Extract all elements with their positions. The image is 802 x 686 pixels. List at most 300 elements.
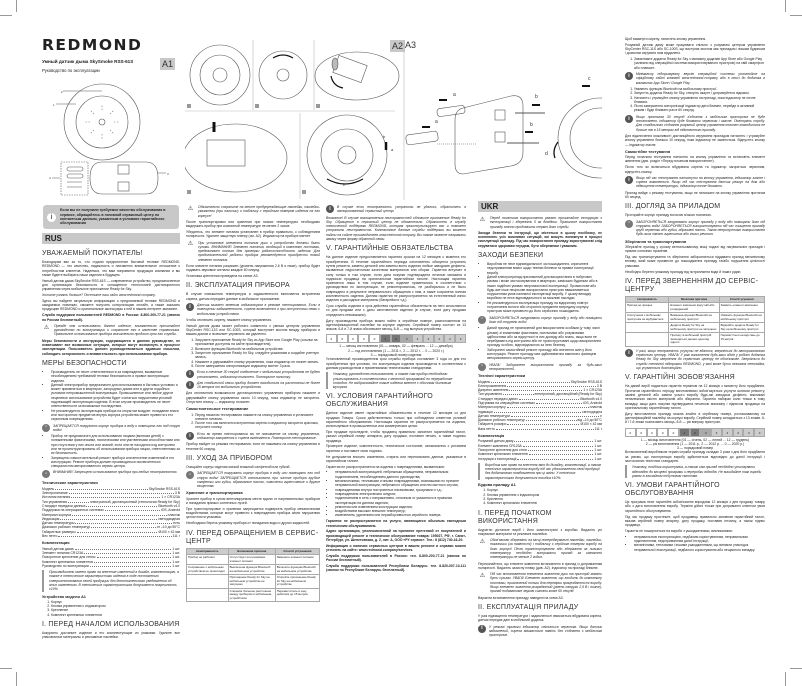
list-item: • неправильной эксплуатацией, небрежным обращением, неправильным подключением, несоблюдением данного руководства; xyxy=(335,470,466,479)
brand-logo: REDMOND xyxy=(42,36,143,54)
bold-paragraph: Информация о наличии сервисных центров в вашем регионе и справки можно уточнить на сайте: www.redmond.company/services. xyxy=(326,543,466,552)
spec-value: 1 шт. xyxy=(172,563,180,568)
spec-value: 1 шт. xyxy=(172,555,180,560)
list-item: • Даний електроприлад призначений для використання в побутових умовах і може застосовуватися в квартирах, заміських будинках або в інших подібних умовах непромислової експлуатації. Промислове або будь-яке інше нецільове використання пристрою вважатиметься порушенням умов належної експлуатації виробу. У цьому випадку виробник не несе відповідальності за можливі наслідки. xyxy=(487,275,602,301)
paragraph: Установленный производителем срок службы прибора составляет 3 года со дня его приобретения при условии, что эксплуатация изделия производится в соответствии с данным руководством и применимыми техническими стандартами. xyxy=(326,357,466,370)
spec-value: 1 шт. xyxy=(594,447,602,452)
column-ukr-2 xyxy=(625,37,765,637)
dot-leader xyxy=(507,384,596,387)
spec-value: 111 г xyxy=(172,534,180,539)
crop-mark xyxy=(0,15,12,16)
italic-paragraph: Внимание! В случае возникновения неисправностей обновите приложение Ready for Sky. Обращение в сервисный центр не обязательно. Обратитесь в службу технической поддержки REDMOND, которая проконсультирует вас и поможет устранить неисправность. Контактные данные службы поддержки вы можете найти на сайте производителя www.redmond.company. Вы также можете направить заявку через форму обратной связи. xyxy=(326,215,466,242)
note-text: В случае если неисправность устранить не удалось, обратитесь в авторизованный сервисный центр. xyxy=(337,205,466,214)
list-item: 5. После завершения синхронизации индикатор мигнет 3 раза. xyxy=(195,364,320,368)
table-header: Способ устранения xyxy=(275,548,319,555)
column-rus-3 xyxy=(326,203,466,648)
note-text: Якщо під час тестування натиснути на кнопку управління, індикатор згасне і сирена вимкнеться. Якщо під час тестування датчик реагує на дим або підвищення температури, індикатор почне блимати. xyxy=(636,175,765,189)
table-cell: Прибор не работает xyxy=(187,555,229,565)
spec-label: Материал корпуса xyxy=(42,512,72,517)
paragraph: Чтобы отключить сирену, нажмите кнопку управления. xyxy=(186,317,272,322)
table-cell: Сполучення з мобільним пристроєм не відбувається xyxy=(626,313,669,323)
spec-value: світлодіодна xyxy=(582,409,602,414)
warning-note xyxy=(186,205,320,218)
table-cell xyxy=(626,333,669,347)
spec-label: Комплект кріпильних елементів xyxy=(478,452,528,457)
table-header: Спосіб усунення xyxy=(719,296,764,303)
serial-digit-cell: 0 xyxy=(358,334,369,343)
spec-value: электронный, дистанционный (технология Ready for Sky) xyxy=(90,499,180,504)
section-heading: V. ГАРАНТИЙНЫЕ ОБЯЗАТЕЛЬСТВА xyxy=(326,245,454,253)
subsection-heading: Будова приладу A1 xyxy=(478,482,516,488)
prohibition-note xyxy=(42,424,180,433)
table-header: Можлива причина xyxy=(669,296,719,303)
list-item: 4. Комплект крепежных элементов xyxy=(51,613,180,617)
paragraph: Проверьте изделие, комплектность, техническое состояние, ознакомьтесь с условием гарантии и поставьте свою подпись. xyxy=(326,444,466,453)
serial-digit-cell: 0 xyxy=(369,334,380,343)
subsection-heading: Технические характеристики xyxy=(42,480,98,486)
bold-paragraph: Служба поддержки пользователей в России: тел. 8-800-200-77-21 (звонок по России бесплатный). xyxy=(326,553,466,563)
info-icon: i xyxy=(186,432,194,440)
dot-leader xyxy=(523,444,594,447)
warning-note xyxy=(478,538,602,559)
spec-label: Електроживлення xyxy=(478,383,507,388)
serial-digit-cell: 2 xyxy=(391,334,402,343)
spec-value: 111 г xyxy=(594,426,602,431)
table-cell: Вимкнена функція Bluetooth на мобільному пристрої xyxy=(669,313,719,323)
serial-legend-line: 2 — год изготовления (1 — 2011 г., 2 — 2012 г. ... 0 — 2020 г.) xyxy=(348,348,444,353)
figure-callout: 3 xyxy=(167,172,169,176)
serial-digit-cell: 3 xyxy=(733,428,744,437)
table-cell: Выключена функция Bluetooth на мобильном устройстве xyxy=(228,565,275,575)
spec-value: від –10 до 50°C xyxy=(577,418,602,423)
info-icon: i xyxy=(478,625,486,633)
paragraph: Установка крепления приведена на схеме A3. xyxy=(186,274,259,279)
prohibition-note xyxy=(478,316,602,325)
bold-paragraph: Меры безопасности и инструкции, содержащиеся в данном руководстве, не охватывают все возможные ситуации, которые могут возникнуть в процессе эксплуатации. Пользователь должен руководствоваться здравым смыслом, соблюдать осторожность и внимательность при использовании прибора. xyxy=(42,338,180,356)
paragraph: Данное изделие имеет гарантийные обязательства в течение 12 месяцев со дня продажи Товара. Сроки действительны только при соблюдении клиентом условий гарантийного обслуживания. Настоящая гарантия не распространяется на изделия, используемые в промышленных или коммерческих целях. xyxy=(326,411,466,429)
list-item: • Производитель не несет ответственности за повреждения, вызванные несоблюдением требований техники безопасности и правил эксплуатации изделия. xyxy=(51,370,180,383)
list-item: 2. Кнопка управління з індикатором xyxy=(487,493,602,497)
paragraph: Розумний датчик диму може працювати спільно з розумним центром управління SkyCenter RSC-11S або SC-100S, що виступає мостом між приладом і вашим будинком і дозволяє керувати ним віддалено. xyxy=(625,42,765,56)
list-item: • повреждениями внутри построенных насекомыми, грызунами и т.д.; xyxy=(335,488,466,492)
spec-label: Елемент живлення CR123A xyxy=(478,443,522,448)
note-text: При установке элемента питания руки и устройство должны быть сухими. ВНИМАНИЕ! Элемент питания, входящий в комплект поставки, предназначен только для проверки работоспособности изделия. Для продолжительной работы прибора рекомендуется приобрести новый элемент питания. xyxy=(198,240,320,262)
serial-digit-cell: 3 xyxy=(754,428,765,437)
spec-row xyxy=(478,427,602,431)
spec-value: 1 шт. xyxy=(594,439,602,444)
bullet-list xyxy=(478,262,602,314)
section-heading: ЗАХОДИ БЕЗПЕКИ xyxy=(478,252,544,260)
spec-value: Ø100 × 42 мм xyxy=(158,529,180,534)
spec-label: Тип управління xyxy=(478,392,502,397)
table-cell: Слишком большое расстояние между прибором и мобильным устройством xyxy=(228,588,275,602)
spec-label: Стандарт передачі даних xyxy=(478,396,518,401)
paragraph: Переконайтеся, що елемент живлення встановлено в прилад із дотриманням полярності. Видаліть захисну плівку (див. A2). Індикатор на приладі блимне. xyxy=(478,561,602,570)
paragraph: Гарантия не распространяется на изделия с повреждениями, вызванными: xyxy=(326,464,445,469)
spec-value: есть xyxy=(173,521,180,526)
info-icon: i xyxy=(625,72,633,80)
warning-triangle-icon: ⚠ xyxy=(479,538,486,545)
paragraph: Для відключення можливості дистанційного керування приладом натисніть і утримуйте кнопку управління близько 10 секунд, поки індикатор не засвітиться. Відпустіть кнопку — індикатор згасне. xyxy=(625,133,765,147)
spec-label: Джерело живлення xyxy=(478,388,509,393)
dot-leader xyxy=(91,525,156,528)
serial-digit-cell: 3 xyxy=(434,334,445,343)
serial-digit-cell: 0 xyxy=(647,428,658,437)
table-cell: Приложение Ready for Sky на мобильном устройстве не запущено xyxy=(228,575,275,589)
subsection-heading: Зберігання та транспортування xyxy=(625,238,687,244)
spec-value: 3 В xyxy=(174,491,180,496)
table-cell: Переместитесь в зону действия до 15 метров xyxy=(275,588,319,602)
spec-value: 1 × CR123A xyxy=(161,495,180,500)
figure-callout: b xyxy=(530,122,533,128)
spec-value: от –10 до 50°C xyxy=(156,525,180,530)
dot-leader xyxy=(60,517,157,520)
warning-triangle-icon: ⚠ xyxy=(187,205,194,212)
warning-note xyxy=(42,324,180,337)
serial-legend-line: 2 — рік виготовлення (1 — 2011 р., 2 — 2012 р. ... 0 — 2020 р.) xyxy=(645,441,745,446)
paragraph: Перед початком тестування натисніть на кнопку управління та встановіть елемент живлення (див. розділ «Перед початком використання»). xyxy=(625,155,765,164)
note-text: Для стабильной связи прибор должен находиться на расстоянии не более 15 метров от мобильного устройства. xyxy=(197,380,320,390)
section-heading: II. ЕКСПЛУАТАЦІЯ ПРИЛАДУ xyxy=(478,603,579,611)
paragraph: Встановлений виробником термін служби приладу складає 3 роки з дня його придбання за умови, що експлуатація виробу здійснюється відповідно до даної інструкції і застосовних технічних стандартів. xyxy=(625,450,765,463)
numbered-list xyxy=(186,338,320,368)
paragraph: В случае повышения температуры и задымленности включается встроенная сирена, датчик передает данные в мобильное приложение. xyxy=(186,292,320,301)
spec-value: светодиодная xyxy=(158,516,180,521)
table-header: Возможная причина xyxy=(228,548,275,555)
paragraph: Ця програма несе гарантійні зобов'язання впродовж 12 місяців з дня продажу товару або з дати виготовлення виробу. Терміни дійсні тільки при дотриманні клієнтом умов гарантійного обслуговування. xyxy=(625,500,765,513)
table-header: Несправність xyxy=(626,296,669,303)
bullet-list xyxy=(326,470,466,517)
crop-mark xyxy=(785,672,786,686)
crop-mark xyxy=(790,668,802,669)
spec-value: 1 шт. xyxy=(594,456,602,461)
note-text: Обов'язково збережіть на місці попереджувальні наклейки, наклейки-покажчики (за наявності) і табличку з серійним номером виробу на його корпусі! Після транспортування або зберігання за низьких температур необхідно витримати прилад за кімнатної температури не менше 2 годин. xyxy=(490,538,602,560)
table-row xyxy=(626,333,765,347)
troubleshooting-table xyxy=(625,296,765,347)
list-item: 4. Нажмите и удерживайте кнопку управления, пока индикатор не начнет мигать. xyxy=(195,360,320,364)
spec-value: SkySmoke RSS-61S xyxy=(148,486,180,491)
note-text: Під час встановлення елемента живлення руки та пристрій мають бути сухими. УВАГА! Елемент живлення, що входить до комплекту поставки, призначений тільки для перевірки працездатності виробу. Якщо елемент живлення розряджений (рівень напруги 2,6 В і нижче), прилад подаватиме звукові сигнали кожні 60 секунд. xyxy=(490,572,602,594)
subsection-heading: Технічні характеристики xyxy=(478,373,526,379)
dot-leader xyxy=(491,380,570,383)
section-heading: VI. УСЛОВИЯ ГАРАНТИЙНОГО ОБСЛУЖИВАНИЯ xyxy=(326,393,433,409)
note-text: ЗАБОРОНЯЄТЬСЯ занурювати корпус приладу у воду або поміщати його під струмінь води! ЗАБОРОНЯЄТЬСЯ використовувати під час очищення приладу грубі серветки або губки, абразивні пасти. Також неприпустимо використання будь-яких хімічно агресивних або інших речовин. xyxy=(636,219,765,237)
info-icon: i xyxy=(186,370,194,378)
table-cell: Прилад та мобільний пристрій знаходяться далеко один від одного xyxy=(669,333,719,347)
serial-number-diagram xyxy=(625,428,765,437)
list-item: • Запрещены самостоятельный ремонт прибора или внесение изменений в его конструкцию. Ремонт прибора должен производиться исключительно специалистом авторизованного сервис-центра. xyxy=(51,456,180,469)
figure-a2-battery-steps xyxy=(185,38,407,200)
info-note xyxy=(186,432,320,441)
spec-label: Источник питания xyxy=(42,495,71,500)
list-item: • изменением, удалением или неразборчивостью серийного номера. xyxy=(335,513,466,517)
spec-value: є xyxy=(600,413,602,418)
paragraph: При транспортировке и хранении запрещается подвергать прибор механическим воздействиям, которые могут привести к повреждению прибора и/или нарушению целостности упаковки. xyxy=(186,506,320,520)
list-item: • Даний прилад не призначений для використання особами (у тому числі дітьми) зі зниженими фізичними, психічними або розумовими здібностями або за відсутності в них досвіду або знань, якщо вони не перебувають під контролем або не проінструктовані щодо використання приладу особою, відповідальною за їхню безпеку. xyxy=(487,326,602,347)
spec-label: Інструкція з експлуатації xyxy=(478,456,517,461)
crop-mark xyxy=(785,0,786,12)
note-text: У режимі тривоги індикатор світиться червоним. Якщо датчик задимлений, сирена вмикається навіть без з'єднання з мобільним пристроєм. xyxy=(489,624,602,638)
dot-leader xyxy=(84,551,171,554)
warning-note xyxy=(186,241,320,262)
list-item: 4. Комплект кріпильних елементів xyxy=(487,501,602,505)
serial-digit-cell: 1 xyxy=(380,334,391,343)
bold-paragraph: Адрес организации, уполномоченной на принятие претензий от покупателей и производящей ремонт и техническое обслуживание товара: 195027, РФ, г. Санкт-Петербург, ул. Шепетовская, д. 2, лит. А, ООО «РУ сервис». Тел.: 8 (812) 740-16-20. xyxy=(326,529,466,542)
serial-number-diagram xyxy=(326,334,466,343)
list-item: 4. Після завершення синхронізації індикатор двічі блимне, перейде в активний режим і буде блимати раз в 60 секунд. xyxy=(634,104,765,113)
dot-leader xyxy=(511,414,599,417)
dot-leader xyxy=(536,401,582,404)
serial-digit-cell: 0 xyxy=(348,334,359,343)
dot-leader xyxy=(71,495,160,498)
figure-label-a1: A1 xyxy=(162,59,174,69)
section-heading: VI. УМОВИ ГАРАНТІЙНОГО ОБСЛУГОВУВАННЯ xyxy=(625,482,720,498)
serial-legend-line: 3 — порядковий номер xyxy=(676,446,714,451)
note-text: У разі, якщо несправність усунути не вдалося, зверніться до авторизованого сервісного центру. УВАГА! У разі виникнення будь-яких збоїв у роботі додатка Ready for Sky звернення до сервісного центру не обов'язкове. Зверніться до служби технічної підтримки REDMOND, у якої може бути незначна неполадка, що усувається дистанційно. xyxy=(636,348,765,371)
paragraph: Під час транспортування та зберігання забороняється піддавати прилад механічному впливу, який може призвести до пошкодження приладу та/або порушення цілісності упаковки. xyxy=(625,255,765,268)
section-heading: I. ПЕРЕД ПОЧАТКОМ ВИКОРИСТАННЯ xyxy=(478,509,552,525)
spec-label: Умный датчик дыма xyxy=(42,546,74,551)
spec-row xyxy=(478,457,602,461)
paragraph: Після того як включиться вбудована сирена та індикатор загориться червоним, відпустіть кнопку. xyxy=(625,165,765,174)
figure-callout: a xyxy=(391,147,394,152)
subsection-heading: Комплектация xyxy=(42,540,70,546)
paragraph: Гарантія не поширюється на вироби з ушкодженнями, викликаними: xyxy=(625,528,733,533)
info-note xyxy=(625,115,765,132)
dot-leader xyxy=(507,422,579,425)
spec-value: пластик xyxy=(167,512,180,517)
spec-value: 1 шт. xyxy=(594,452,602,457)
figure-callout: 1 xyxy=(53,103,55,107)
list-item: • ремонтом или изменением конструкции изделия; xyxy=(335,505,466,509)
dot-leader xyxy=(507,405,589,408)
dot-leader xyxy=(75,547,172,550)
dot-leader xyxy=(90,564,172,567)
dot-leader xyxy=(528,448,594,451)
note-text: Прежде чем использовать данное изделие, внимательно прочитайте руководство по эксплуатации и сохраните его в качестве справочника. Правильное использование прибора значительно продлит срок его службы. xyxy=(54,323,180,337)
subsection-heading: Хранение и транспортировка xyxy=(186,490,243,496)
crop-mark xyxy=(790,15,802,16)
bold-paragraph: Заходи безпеки та інструкції, що містяться в цьому посібнику, не охоплюють усіх можливих ситуацій, які можуть виникнути в процесі експлуатації приладу. Під час використання приладу користувачеві слід керуватися здоровим глуздом, бути обережним і уважним. xyxy=(478,230,602,248)
serial-legend-line: 1 — місяць виготовлення (01 — січень, 02 — лютий ... 12 — грудень) xyxy=(640,437,750,442)
table-row xyxy=(626,323,765,333)
list-item: • повреждением электрических шнуров; xyxy=(335,492,466,496)
spec-label: Габаритные размеры xyxy=(42,529,76,534)
list-item: 1. Корпус xyxy=(487,488,602,492)
serial-digit-cell: 3 xyxy=(455,334,466,343)
product-title: Умный датчик дыма SkySmoke RSS-61S xyxy=(42,59,134,64)
info-note xyxy=(625,72,765,85)
note-text: Если во время тестирования вы не нажимаете на кнопку управления, индикатор загорается и сирена включается. Повторите тестирование. xyxy=(197,431,320,441)
info-icon: i xyxy=(326,205,334,213)
spec-value: Bluetooth v4.0 xyxy=(158,503,180,508)
table-header: Неисправность xyxy=(187,548,229,555)
dot-leader xyxy=(526,418,577,421)
serial-digit-cell: 0 xyxy=(636,428,647,437)
spec-label: Диапазон рабочих температур xyxy=(42,525,91,530)
paragraph: Умный датчик дыма SkySmoke RSS-61S — современное устройство, предназначенное для организации безопасности и оснащенное технологией дистанционного управления через мобильное приложение Ready for Sky. xyxy=(42,278,180,292)
serial-digit-cell: 2 xyxy=(690,428,701,437)
info-note xyxy=(326,205,466,214)
serial-legend-line: 3 — порядковый номер изделия xyxy=(370,353,422,358)
list-item: 1. Корпус xyxy=(51,600,180,604)
list-item: 1. Увімкніть функцію Bluetooth на мобільному пристрої. xyxy=(634,87,765,91)
document-subtitle: Руководство по эксплуатации xyxy=(42,68,100,73)
figure-callout: c xyxy=(343,182,345,187)
info-note xyxy=(478,625,602,638)
spec-label: Элемент питания CR123A xyxy=(42,550,84,555)
numbered-list xyxy=(625,57,765,70)
dot-leader xyxy=(77,530,158,533)
list-item: • Прибор не предназначен для использования лицами (включая детей) с пониженными физическими, психическими или умственными способностями или при отсутствии у них опыта или знаний, если они не находятся под контролем или не проинструктированы об использовании прибора лицом, ответственным за их безопасность. xyxy=(51,434,180,455)
info-note xyxy=(186,381,320,390)
dot-leader xyxy=(69,491,174,494)
dot-leader xyxy=(68,500,89,503)
dot-leader xyxy=(509,388,582,391)
spec-label: Электропитание xyxy=(42,491,68,496)
prohibited-icon: ✕ xyxy=(478,316,486,324)
spec-label: Вага нетто xyxy=(478,426,495,431)
spec-value: iOS, Android xyxy=(160,508,180,513)
figure-a3-mounting-diagram xyxy=(405,70,602,180)
prohibited-icon: ✕ xyxy=(186,471,194,479)
spec-value: 1 шт. xyxy=(172,546,180,551)
paragraph: Благодарим вас за то, что отдали предпочтение бытовой технике REDMOND. REDMOND — это качество, надежность и неизменно внимательное отношение к потребностям клиентов. Надеемся, что вам понравится продукция компании и вы также будете выбирать наши изделия в будущем. xyxy=(42,260,180,277)
serial-digit-cell: 3 xyxy=(711,428,722,437)
dot-leader xyxy=(105,508,160,511)
prohibited-icon: ✕ xyxy=(42,470,50,478)
crop-mark xyxy=(0,668,12,669)
column-ukr-1 xyxy=(478,214,602,648)
note-text: Обязательно сохраните на месте предупреждающие наклейки, наклейки-указатели (при наличии) и табличку с серийным номером изделия на его корпусе! xyxy=(198,205,320,218)
bold-paragraph: Служба поддержки пользователей REDMOND в России: 8-800-200-77-21 (звонок по России бесплатный). xyxy=(42,313,180,322)
note-block: Упаковку, посібник користувача, а також сам прилад необхідно утилізувати відповідно до місцевої програми з переробки відходів. Не викидайте такі вироби разом зі звичайним побутовим сміттям. xyxy=(625,465,765,478)
prohibition-note xyxy=(42,470,180,478)
paragraph: На данное изделие предоставляется гарантия сроком на 12 месяцев с момента его приобретения. В течение гарантийного периода изготовитель обязуется устранить путем ремонта, замены деталей или замены всего изделия любые заводские дефекты, вызванные недостаточным качеством материалов или сборки. Гарантия вступает в силу только в том случае, если дата покупки подтверждена печатью магазина и подписью продавца на оригинальном гарантийном талоне. Настоящая гарантия признается лишь в том случае, если изделие применялось в соответствии с руководством по эксплуатации, не ремонтировалось, не разбиралось и не было повреждено в результате неправильного обращения с ним, а также сохранена полная комплектность изделия. Данная гарантия не распространяется на естественный износ изделия и расходные материалы (батарейки и т.д.). xyxy=(326,255,466,303)
spec-value: 1 шт. xyxy=(594,443,602,448)
dot-leader xyxy=(503,392,534,395)
serial-digit-cell: 3 xyxy=(444,334,455,343)
serial-digit-cell: 3 xyxy=(401,334,412,343)
prohibited-icon: ✕ xyxy=(42,424,50,432)
paragraph: Прилад вийде з режиму тестування, якщо не натискати на кнопку управління протягом 60 секунд. xyxy=(625,190,765,199)
section-heading: V. ГАРАНТІЙНІ ЗОБОВ'ЯЗАННЯ xyxy=(625,374,735,382)
bullet-list xyxy=(42,434,180,468)
serial-legend-line: 1 — месяц изготовления (01 — январь, 02 — февраль ... 12 — декабрь) xyxy=(339,344,453,349)
info-icon: i xyxy=(186,303,194,311)
spec-label: Індикація xyxy=(478,409,493,414)
info-note xyxy=(186,370,320,379)
table-cell: Отсутствует или разряжен элемент питания xyxy=(228,555,275,565)
info-icon: i xyxy=(625,176,633,184)
table-row xyxy=(187,588,320,602)
info-icon: i xyxy=(625,349,633,357)
spec-label: Модель xyxy=(478,379,491,384)
note-block: Упаковку, руководство пользователя, а также сам прибор необходимо утилизировать в соответствии с местной программой по переработке отходов. Не выбрасывайте такие изделия вместе с обычным бытовым мусором. xyxy=(326,372,466,389)
info-icon: i xyxy=(186,381,194,389)
note-text: ЗАБОРОНЯЄТЬСЯ занурювати корпус приладу у воду або поміщати його під струмінь води! xyxy=(489,315,602,324)
list-item: 3. Натисніть і утримуйте кнопку управління на приладі, поки індикатор не почне блимати. xyxy=(634,96,765,105)
table-cell xyxy=(187,575,229,589)
list-item: • Не рекомендується експлуатація приладу на відкритому повітрі: потрапляння вологи або сторонніх предметів всередину корпусу пристрою може призвести до його серйозних пошкоджень. xyxy=(487,301,602,314)
table-cell: Відкрийте додаток Ready for Sky на мобільному пристрої xyxy=(719,323,764,333)
table-cell xyxy=(626,323,669,333)
info-icon: i xyxy=(47,213,56,222)
service-info-text: Если вы не получили требуемое качество обслуживания в сервисе, обращайтесь в головной сервисный центр по контактным данным, указанным в условиях гарантийного обслуживания xyxy=(60,208,166,226)
spec-label: Тип управления xyxy=(42,499,68,504)
info-icon: i xyxy=(625,115,633,123)
figure-callout: d xyxy=(545,151,548,157)
figure-a1-device-diagram xyxy=(40,80,180,200)
subsection-heading: Самостійне тестування xyxy=(625,148,671,154)
prohibited-icon: ✕ xyxy=(625,220,633,228)
spec-label: Поворотне кріплення для стіни xyxy=(478,447,527,452)
numbered-list xyxy=(186,413,320,430)
list-item: 2. После того как включится встроенная сирена и индикатор загорится красным, отпустите кнопку. xyxy=(195,421,320,430)
spec-value: iOS, Android xyxy=(582,400,602,405)
table-row xyxy=(187,555,320,565)
language-bar-rus: RUS xyxy=(42,233,180,244)
serial-digit-cell: 0 xyxy=(326,334,337,343)
note-text: ВНИМАНИЕ! Запрещено использование прибора при любых неисправностях. xyxy=(53,470,178,475)
note-text: ЗАПРЕЩАЕТСЯ погружать корпус прибора в воду и помещать его под струю воды! xyxy=(53,423,180,432)
list-item: 1. Перед началом тестирования нажмите на кнопку управления и установите элемент питания. xyxy=(195,413,320,422)
note-text: ЗАПРЕЩАЕТСЯ погружать корпус прибора в воду или помещать его под струю воды! ЗАПРЕЩАЕТСЯ использовать при чистке прибора грубые салфетки или губки, абразивные пасты, химически агрессивные и другие вещества. xyxy=(197,471,320,489)
note-text: Если в течение 30 секунд соединение с мобильным устройством не будет установлено, индикатор погаснет. Повторите попытку. xyxy=(197,370,320,379)
info-note xyxy=(186,303,320,316)
table-cell: Замініть елемент живлення xyxy=(719,303,764,313)
paragraph: При продаже проследите, чтобы продавец правильно заполнил гарантийный талон, указал серийный номер аппарата, дату продажи, поставил печать, а также подпись продавца. xyxy=(326,430,466,443)
spec-label: Розумний датчик диму xyxy=(478,439,514,444)
spec-row xyxy=(42,534,180,538)
figure-label-a3: A3 xyxy=(405,40,417,50)
troubleshooting-table xyxy=(186,548,320,603)
warning-triangle-icon: ⚠ xyxy=(479,573,486,580)
list-item: • подключением в сеть с напряжением, отличным от указанного в правилах эксплуатации на данном изделии; xyxy=(335,496,466,505)
subsection-heading: Комплектація xyxy=(478,433,505,439)
spec-value: Ø100 × 42 мм xyxy=(580,422,602,427)
serial-digit-cell: 3 xyxy=(412,334,423,343)
serial-digit-cell: 1 xyxy=(679,428,690,437)
spec-label: Матеріал корпусу xyxy=(478,405,506,410)
table-cell: Откройте приложение Ready for Sky на мобильном устройстве xyxy=(275,575,319,589)
dot-leader xyxy=(94,560,171,563)
dot-leader xyxy=(55,487,148,490)
bullet-list xyxy=(625,535,765,552)
dot-leader xyxy=(75,521,172,524)
table-cell: Елемент живлення відсутній або розряджений xyxy=(669,303,719,313)
table-cell: Замените элемент питания xyxy=(275,555,319,565)
table-cell xyxy=(187,588,229,602)
paragraph: Срок службы изделия и срок действия гарантийных обязательств на него исчисляются со дня продажи или с даты изготовления изделия (в случае, если дату продажи определить невозможно). xyxy=(326,304,466,317)
info-note xyxy=(625,176,765,189)
bullet-list xyxy=(42,370,180,422)
note-text: УВАГА! Заборонене використання приладу за будь-яких несправностей. xyxy=(489,362,602,371)
note-text: Якщо протягом 30 секунд з'єднання з мобільним пристроєм не буде встановлено, індикатор буде блимати червоним і згасне. Повторіть спробу. Для стабільного з'єднання розумний центр управління повинен знаходитися не більше ніж в 15 метрах від підключеного приладу. xyxy=(636,114,765,132)
serial-digit-cell: 3 xyxy=(700,428,711,437)
list-item: • Виробник не несе відповідальності за пошкодження, спричинені недотриманням вимог щодо техніки безпеки та правил експлуатації виробу. xyxy=(487,262,602,275)
prohibited-icon: ✕ xyxy=(478,363,486,371)
list-item: 3. Кріплення xyxy=(487,497,602,501)
table-row xyxy=(626,313,765,323)
paragraph: Акуратно дістаньте виріб і його комплектуючі з коробки. Видаліть усі пакувальні матеріали та рекламні наклейки. xyxy=(478,527,602,536)
spec-value: 1 шт. xyxy=(172,550,180,555)
paragraph: Зберігайте прилад у сухому вентильованому місці подалі від нагрівальних приладів і прямих сонячних променів. xyxy=(625,245,765,254)
crop-mark xyxy=(16,0,17,12)
info-note xyxy=(625,349,765,370)
paragraph: Необходимо беречь упаковку прибора от попадания воды и других жидкостей. xyxy=(186,521,311,526)
subsection-heading: Самостоятельное тестирование xyxy=(186,406,249,412)
